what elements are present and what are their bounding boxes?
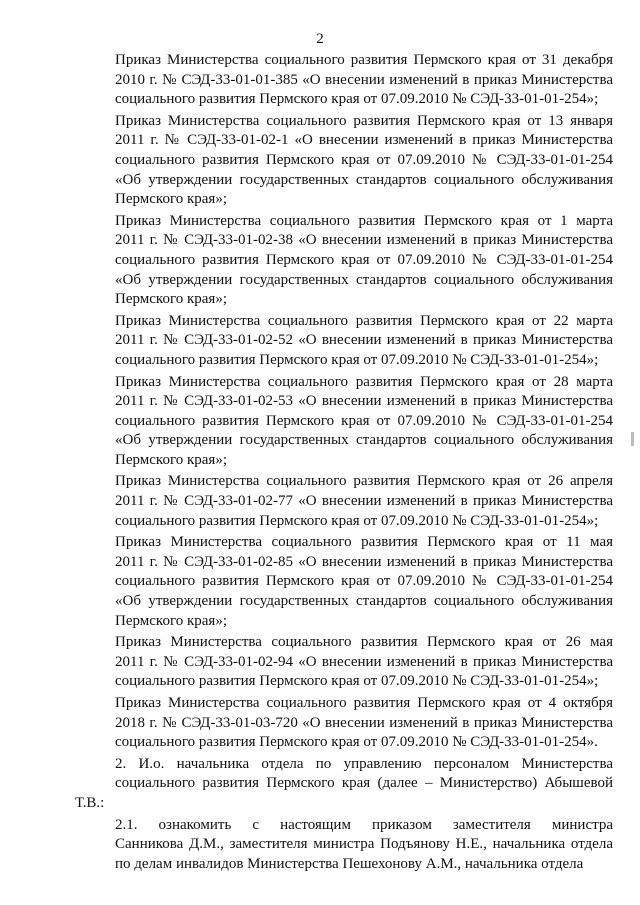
text-line: «Об утверждении государственных стандартов социального обслуживания	[115, 271, 613, 288]
text-line: «Об утверждении государственных стандартов социального обслуживания	[115, 432, 613, 449]
paragraph	[75, 755, 613, 814]
text-line: Приказ Министерства социального развития Пермского края от 26 мая	[115, 634, 613, 651]
text-line: социального развития Пермского края от 07.09.2010 № СЭД-33-01-01-254	[115, 573, 613, 590]
text-line: социального развития Пермского края от 07.09.2010 № СЭД-33-01-01-254»;	[115, 91, 599, 108]
text-line: социального развития Пермского края от 07.09.2010 № СЭД-33-01-01-254».	[115, 734, 598, 751]
text-line: Санникова Д.М., заместителя министра Подъянову Н.Е., начальника отдела	[115, 836, 613, 853]
text-line: социального развития Пермского края от 07.09.2010 № СЭД-33-01-01-254	[115, 412, 613, 429]
text-line: Приказ Министерства социального развития Пермского края от 22 марта	[115, 312, 613, 329]
text-line: 2010 г. № СЭД-33-01-01-385 «О внесении изменений в приказ Министерства	[115, 71, 613, 88]
page-number: 2	[316, 31, 324, 47]
text-line: Пермского края»;	[115, 612, 227, 629]
text-line: 2. И.о. начальника отдела по управлению персоналом Министерства	[115, 755, 613, 772]
paragraph	[75, 816, 613, 875]
text-line: Приказ Министерства социального развития Пермского края от 11 мая	[115, 534, 613, 551]
text-line: социального развития Пермского края от 07.09.2010 № СЭД-33-01-01-254	[115, 151, 613, 168]
text-line: социального развития Пермского края от 07.09.2010 № СЭД-33-01-01-254	[115, 251, 613, 268]
text-line: «Об утверждении государственных стандартов социального обслуживания	[115, 593, 613, 610]
text-line: социального развития Пермского края от 07.09.2010 № СЭД-33-01-01-254»;	[115, 351, 599, 368]
scan-edge-mark	[631, 432, 634, 446]
paragraph	[75, 694, 613, 753]
text-line: Пермского края»;	[115, 191, 227, 208]
text-line: Приказ Министерства социального развития Пермского края от 4 октября	[115, 695, 613, 711]
paragraph	[75, 373, 613, 471]
paragraph	[75, 472, 613, 531]
text-line: Приказ Министерства социального развития Пермского края от 31 декабря	[115, 52, 613, 68]
text-line: 2011 г. № СЭД-33-01-02-85 «О внесении изменений в приказ Министерства	[115, 553, 613, 570]
text-line: 2.1. ознакомить с настоящим приказом заместителя министра	[115, 816, 613, 833]
paragraph	[75, 212, 613, 310]
text-line: Пермского края»;	[115, 451, 227, 468]
paragraph	[75, 533, 613, 631]
paragraph	[75, 51, 613, 110]
text-line: 2011 г. № СЭД-33-01-02-53 «О внесении изменений в приказ Министерства	[115, 393, 613, 410]
paragraph	[75, 633, 613, 692]
text-line: 2011 г. № СЭД-33-01-02-1 «О внесении изменений в приказ Министерства	[115, 132, 613, 149]
text-line: социального развития Пермского края (далее – Министерство) Абышевой Т.В.:	[75, 775, 613, 811]
text-line: Приказ Министерства социального развития Пермского края от 28 марта	[115, 373, 613, 390]
text-line: Приказ Министерства социального развития Пермского края от 13 января	[115, 112, 613, 129]
text-line: Пермского края»;	[115, 291, 227, 308]
text-line: по делам инвалидов Министерства Пешехонову А.М., начальника отдела	[115, 855, 584, 872]
text-line: 2011 г. № СЭД-33-01-02-38 «О внесении изменений в приказ Министерства	[115, 232, 613, 249]
text-line: 2018 г. № СЭД-33-01-03-720 «О внесении изменений в приказ Министерства	[115, 714, 613, 731]
paragraph	[75, 312, 613, 371]
document-body	[75, 51, 613, 876]
text-line: 2011 г. № СЭД-33-01-02-77 «О внесении изменений в приказ Министерства	[115, 493, 613, 510]
paragraph	[75, 112, 613, 210]
text-line: социального развития Пермского края от 07.09.2010 № СЭД-33-01-01-254»;	[115, 512, 599, 529]
text-line: Приказ Министерства социального развития Пермского края от 1 марта	[115, 212, 613, 229]
text-line: «Об утверждении государственных стандартов социального обслуживания	[115, 171, 613, 188]
text-line: социального развития Пермского края от 07.09.2010 № СЭД-33-01-01-254»;	[115, 673, 599, 690]
text-line: 2011 г. № СЭД-33-01-02-52 «О внесении изменений в приказ Министерства	[115, 332, 613, 349]
text-line: Приказ Министерства социального развития Пермского края от 26 апреля	[115, 473, 613, 490]
text-line: 2011 г. № СЭД-33-01-02-94 «О внесении изменений в приказ Министерства	[115, 653, 613, 670]
